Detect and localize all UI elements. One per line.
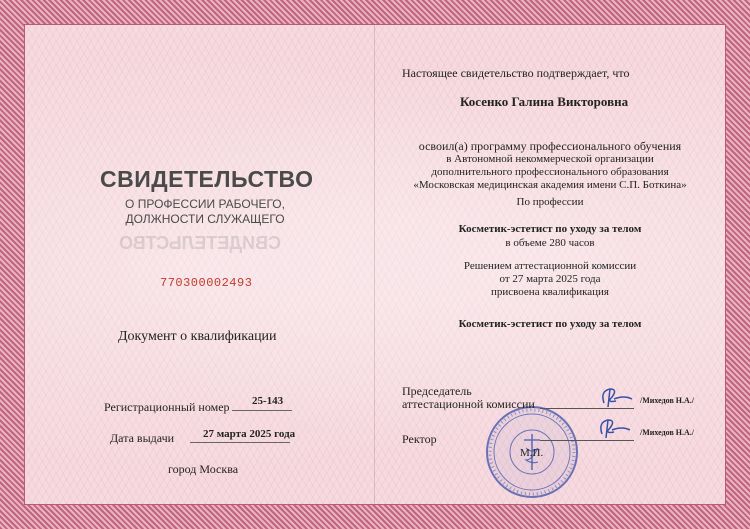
subtitle-line-1: О ПРОФЕССИИ РАБОЧЕГО, [125,197,285,211]
program-line-3: дополнительного профессионального образования [431,166,669,178]
profession-name: Косметик-эстетист по уходу за телом [458,223,642,235]
decision-line-1: Решением аттестационной комиссии [463,260,637,272]
decision-line-2: от 27 марта 2025 года [499,273,601,285]
confirmation-text: Настоящее свидетельство подтверждает, что [402,66,630,80]
seal-place-label: М.П. [520,447,544,459]
mirrored-title-ghost: СВИДЕТЕЛЬСТВО [119,233,281,253]
subtitle-line-2: ДОЛЖНОСТИ СЛУЖАЩЕГО [125,212,285,226]
center-fold [374,24,375,505]
issue-city: город Москва [168,462,239,476]
registration-number-line [232,410,292,411]
program-volume: в объеме 280 часов [505,237,595,249]
program-line-1: освоил(а) программу профессионального обучения [418,139,682,153]
chair-label-line-2: аттестационной комиссии [402,397,535,411]
rector-name: /Михедов Н.А./ [640,428,695,437]
chair-name: /Михедов Н.А./ [640,396,695,405]
registration-number-label: Регистрационный номер [104,400,230,414]
commission-decision [395,260,705,299]
by-profession-label: По профессии [516,196,584,208]
assigned-qualification: Косметик-эстетист по уходу за телом [458,318,642,330]
certificate-subtitle [100,197,310,227]
commission-chair-label [402,385,535,411]
issue-date: 27 марта 2025 года [203,428,296,440]
certificate-title: СВИДЕТЕЛЬСТВО [100,166,314,192]
rector-signature [594,414,634,442]
serial-number: 770300002493 [160,276,253,290]
registration-number: 25-143 [252,395,284,407]
document-type: Документ о квалификации [118,329,277,344]
issue-date-line [190,442,290,443]
issue-date-label: Дата выдачи [110,431,175,445]
holder-name: Косенко Галина Викторовна [460,94,629,109]
rector-label: Ректор [402,432,437,446]
program-line-4: «Московская медицинская академия имени С.П. Боткина» [413,179,687,191]
decision-line-3: присвоена квалификация [491,286,609,298]
chair-signature [596,383,636,411]
chair-label-line-1: Председатель [402,384,472,398]
program-description [395,140,705,192]
program-line-2: в Автономной некоммерческой организации [446,153,654,165]
